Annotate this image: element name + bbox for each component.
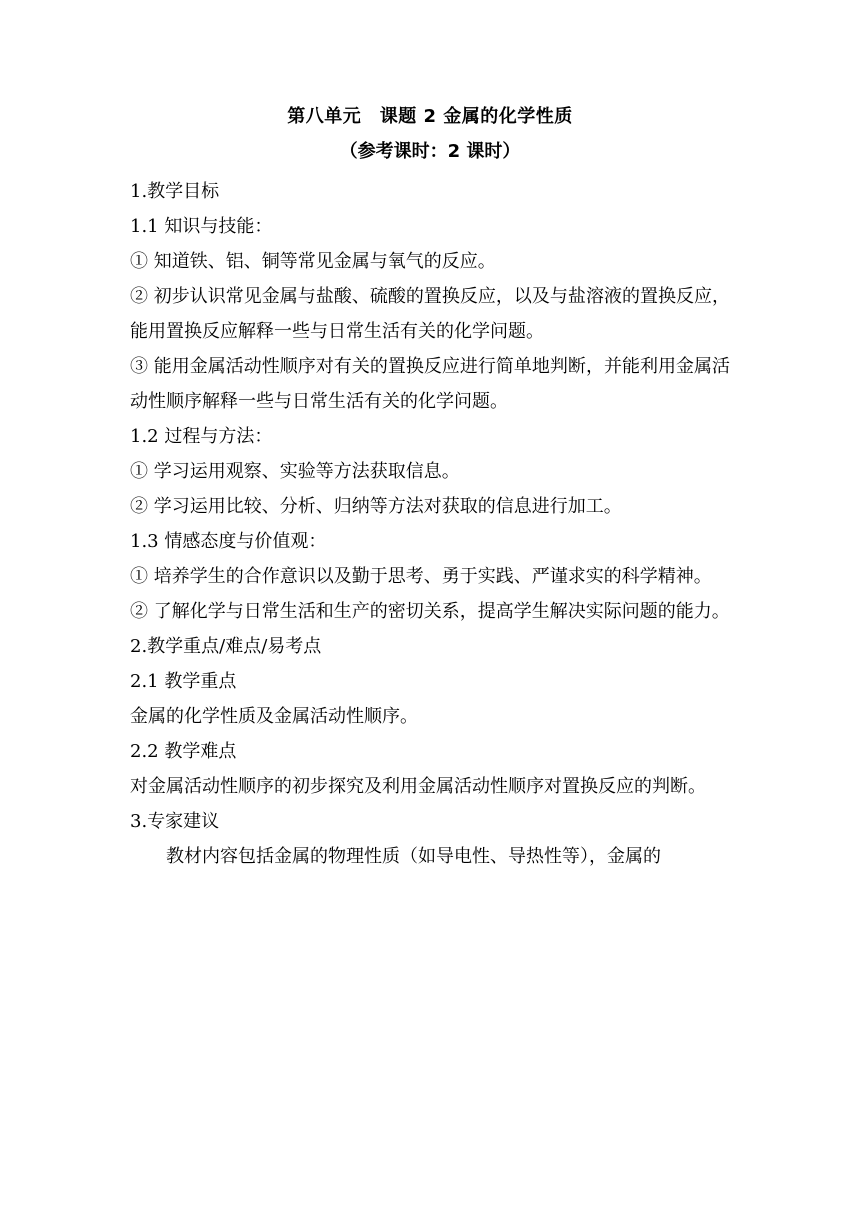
list-item: ② 初步认识常见金属与盐酸、硫酸的置换反应，以及与盐溶液的置换反应，能用置换反应解释一些与日常生活有关的化学问题。 xyxy=(130,286,730,342)
paragraph: 教材内容包括金属的物理性质（如导电性、导热性等），金属的 xyxy=(166,846,661,867)
list-item: ① 知道铁、铝、铜等常见金属与氧气的反应。 xyxy=(130,251,496,272)
list-item: ① 培养学生的合作意识以及勤于思考、勇于实践、严谨求实的科学精神。 xyxy=(130,566,712,587)
subsection-heading-knowledge-skills: 1.1 知识与技能： xyxy=(130,216,273,237)
list-item: ② 了解化学与日常生活和生产的密切关系，提高学生解决实际问题的能力。 xyxy=(130,601,730,622)
document-subtitle: （参考课时：2 课时） xyxy=(339,141,521,162)
paragraph: 对金属活动性顺序的初步探究及利用金属活动性顺序对置换反应的判断。 xyxy=(130,776,706,797)
section-heading-key-points: 2.教学重点/难点/易考点 xyxy=(130,636,322,657)
subsection-heading-process-methods: 1.2 过程与方法： xyxy=(130,426,273,447)
list-item: ③ 能用金属活动性顺序对有关的置换反应进行简单地判断，并能利用金属活动性顺序解释一些与日常生活有关的化学问题。 xyxy=(130,356,730,412)
subsection-heading-attitudes-values: 1.3 情感态度与价值观： xyxy=(130,531,327,552)
subsection-heading-teaching-difficulty: 2.2 教学难点 xyxy=(130,741,237,762)
section-heading-expert-advice: 3.专家建议 xyxy=(130,811,220,832)
document-body xyxy=(130,100,730,874)
list-item: ① 学习运用观察、实验等方法获取信息。 xyxy=(130,461,460,482)
subsection-heading-teaching-focus: 2.1 教学重点 xyxy=(130,671,237,692)
list-item: ② 学习运用比较、分析、归纳等方法对获取的信息进行加工。 xyxy=(130,496,622,517)
document-title: 第八单元 课题 2 金属的化学性质 xyxy=(287,106,573,127)
section-heading-teaching-goals: 1.教学目标 xyxy=(130,181,220,202)
paragraph: 金属的化学性质及金属活动性顺序。 xyxy=(130,706,418,727)
